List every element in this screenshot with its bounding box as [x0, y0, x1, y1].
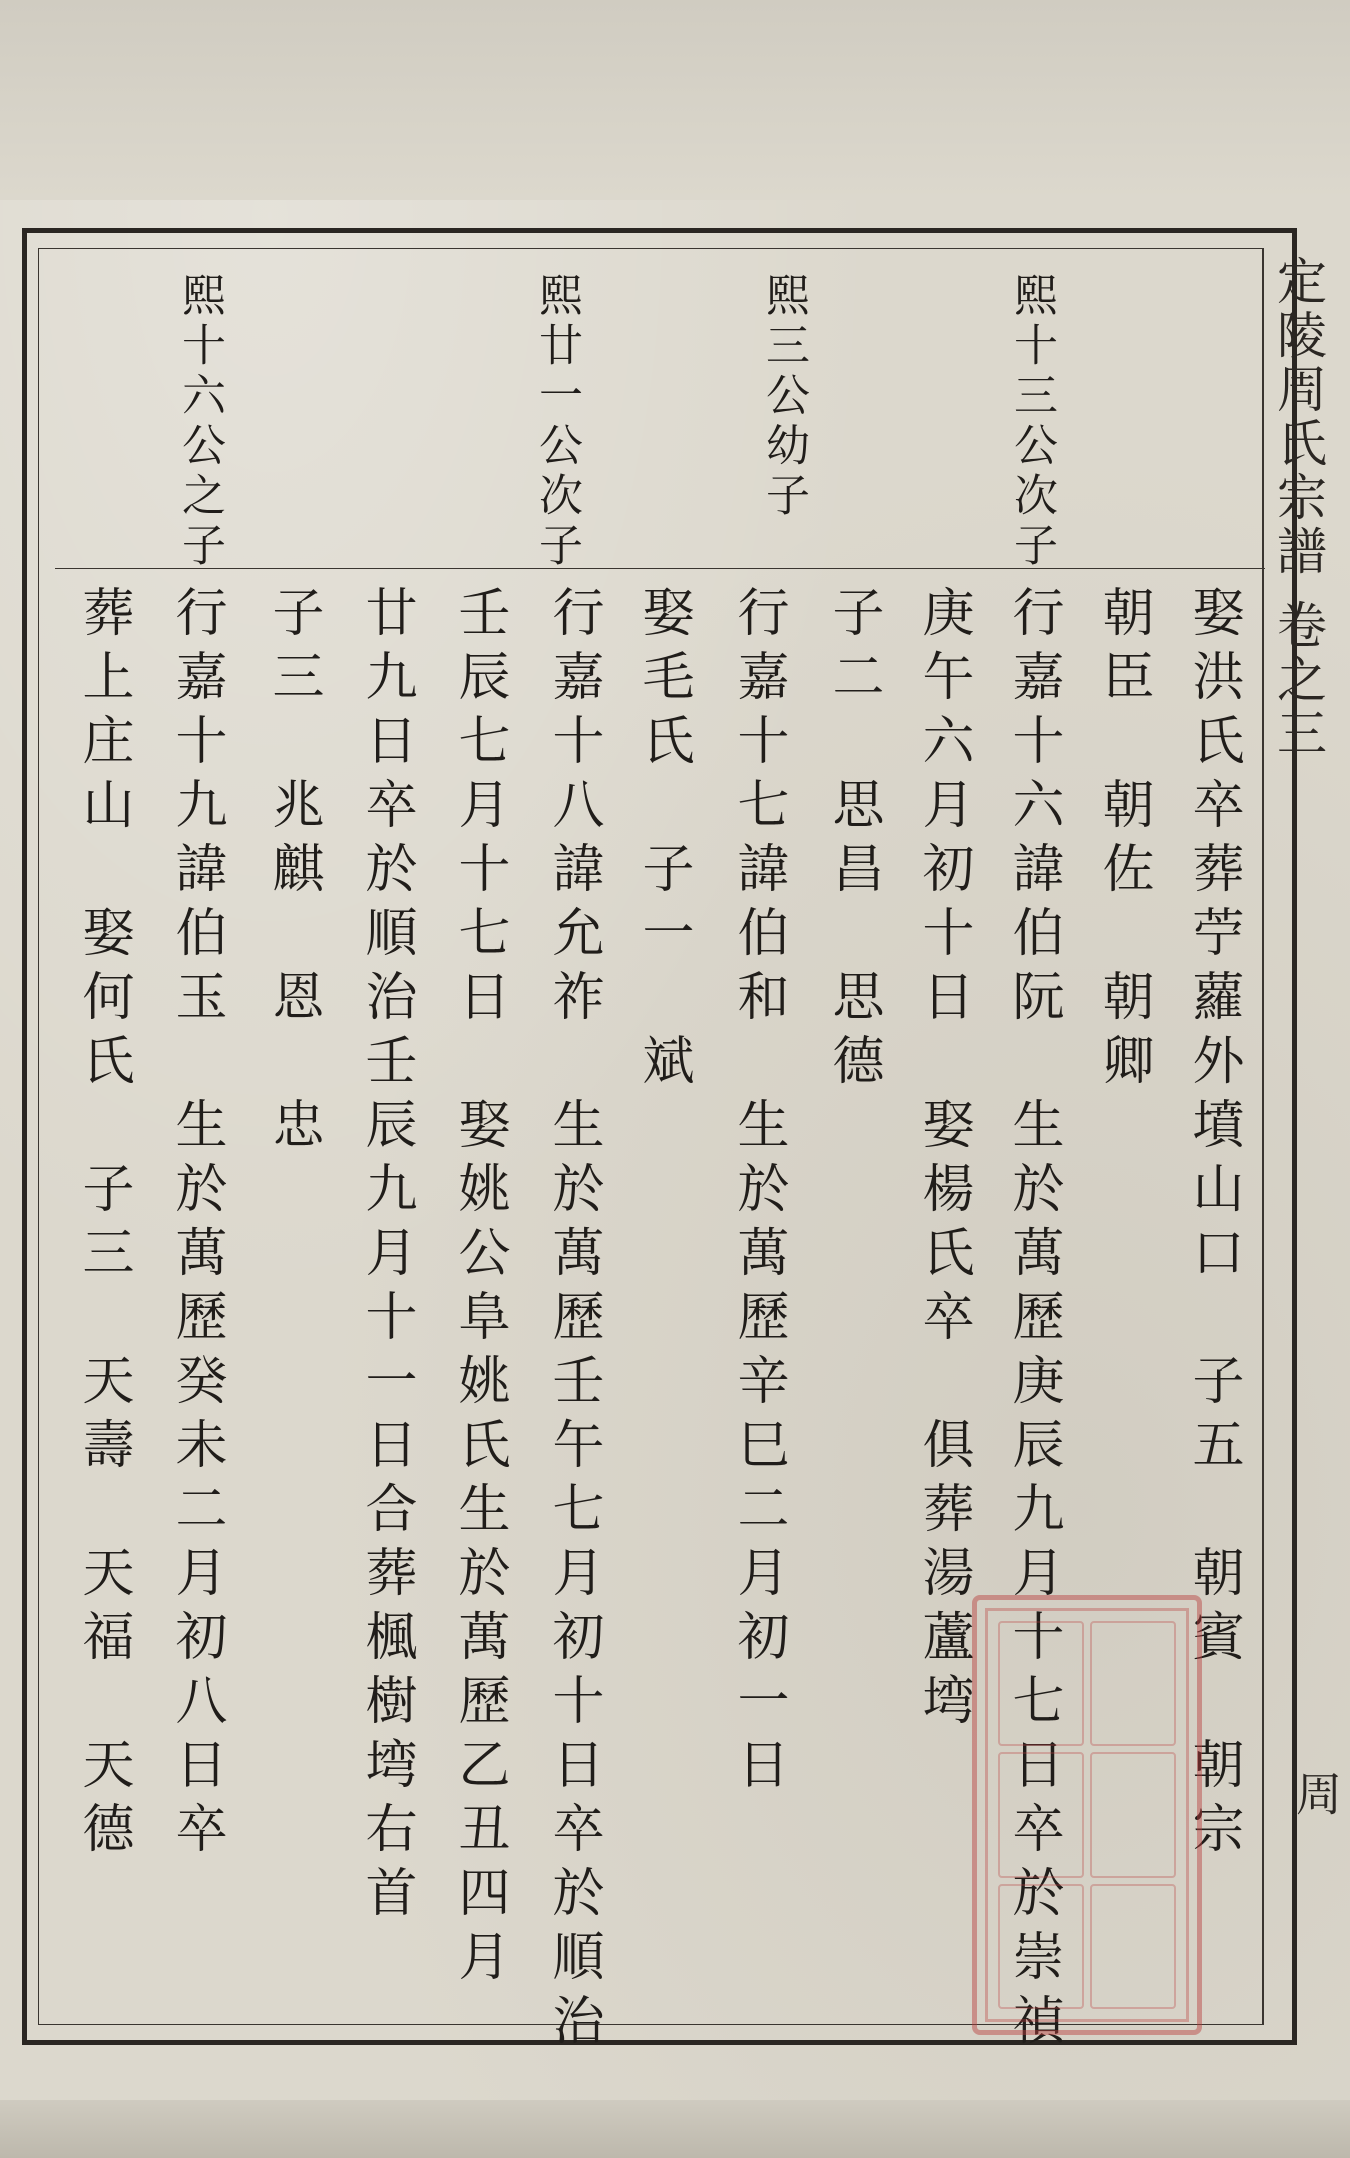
entry-column: 朝臣 朝佐 朝卿: [1093, 585, 1153, 1097]
book-title: 定陵周氏宗譜: [1269, 255, 1327, 579]
book-title-margin: [1269, 255, 1334, 955]
entry-column: 行嘉十六諱伯阮 生於萬歷庚辰九月十七日卒於崇禎: [1003, 585, 1063, 2057]
entry-column: 子三 兆麒 恩 忠: [263, 585, 323, 1161]
lineage-note: 熙十六公之子: [174, 272, 225, 572]
entry-column: 行嘉十八諱允祚 生於萬歷壬午七月初十日卒於順治: [543, 585, 603, 2057]
entry-column: 行嘉十九諱伯玉 生於萬歷癸未二月初八日卒: [166, 585, 226, 1865]
lineage-note: 熙三公幼子: [758, 272, 809, 522]
lineage-note: 熙廿一公次子: [531, 272, 582, 572]
register-divider: [55, 568, 1265, 569]
entry-column: 葬上庄山 娶何氏 子三 天壽 天福 天德: [73, 585, 133, 1865]
entry-column: 壬辰七月十七日 娶姚公阜姚氏生於萬歷乙丑四月: [449, 585, 509, 1993]
entry-column: 庚午六月初十日 娶楊氏卒 俱葬湯蘆塆: [913, 585, 973, 1737]
page-mark: 周: [1289, 1770, 1343, 1816]
page-bottom-edge: [0, 2100, 1350, 2158]
lineage-note: 熙十三公次子: [1006, 272, 1057, 572]
volume-label: 卷之三: [1269, 598, 1327, 761]
red-seal-stamp-icon: [972, 1595, 1202, 2035]
entry-column: 娶洪氏卒葬苧蘿外墳山口 子五 朝賓 朝宗: [1183, 585, 1243, 1865]
entry-column: 子二 思昌 思德: [823, 585, 883, 1097]
entry-column: 娶毛氏 子一 斌: [633, 585, 693, 1097]
entry-column: 行嘉十七諱伯和 生於萬歷辛巳二月初一日: [728, 585, 788, 1801]
paper-stain: [0, 0, 1350, 200]
entry-column: 廿九日卒於順治壬辰九月十一日合葬楓樹塆右首: [356, 585, 416, 1929]
